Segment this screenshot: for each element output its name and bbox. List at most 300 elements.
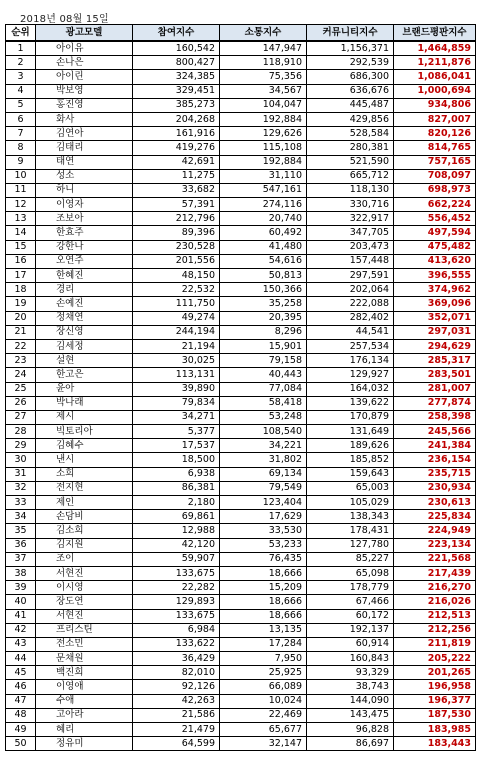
community-cell: 93,329 <box>307 666 394 680</box>
community-cell: 127,780 <box>307 538 394 552</box>
communication-cell: 54,616 <box>220 254 307 268</box>
communication-cell: 22,469 <box>220 708 307 722</box>
brand-reputation-cell: 201,265 <box>394 666 476 680</box>
model-name-cell: 전지현 <box>36 481 133 495</box>
participation-cell: 86,381 <box>133 481 220 495</box>
brand-reputation-cell: 352,071 <box>394 311 476 325</box>
table-row <box>6 198 476 212</box>
table-row <box>6 439 476 453</box>
header-row <box>6 25 476 42</box>
community-cell: 192,137 <box>307 623 394 637</box>
communication-cell: 76,435 <box>220 552 307 566</box>
brand-reputation-cell: 277,874 <box>394 396 476 410</box>
participation-cell: 2,180 <box>133 496 220 510</box>
communication-cell: 79,549 <box>220 481 307 495</box>
table-row <box>6 339 476 353</box>
rank-cell: 49 <box>6 723 36 737</box>
table-row <box>6 623 476 637</box>
community-cell: 105,029 <box>307 496 394 510</box>
participation-cell: 92,126 <box>133 680 220 694</box>
community-cell: 96,828 <box>307 723 394 737</box>
participation-cell: 133,675 <box>133 609 220 623</box>
community-cell: 143,475 <box>307 708 394 722</box>
communication-cell: 50,813 <box>220 269 307 283</box>
brand-reputation-cell: 374,962 <box>394 283 476 297</box>
model-name-cell: 프리스틴 <box>36 623 133 637</box>
participation-cell: 129,893 <box>133 595 220 609</box>
participation-cell: 160,542 <box>133 41 220 56</box>
communication-cell: 274,116 <box>220 198 307 212</box>
model-name-cell: 한혜진 <box>36 269 133 283</box>
communication-cell: 32,147 <box>220 737 307 751</box>
rank-cell: 33 <box>6 496 36 510</box>
brand-reputation-cell: 1,211,876 <box>394 56 476 70</box>
brand-reputation-cell: 413,620 <box>394 254 476 268</box>
participation-cell: 18,500 <box>133 453 220 467</box>
participation-cell: 21,479 <box>133 723 220 737</box>
table-row <box>6 396 476 410</box>
communication-cell: 33,530 <box>220 524 307 538</box>
communication-cell: 77,084 <box>220 382 307 396</box>
model-name-cell: 서현진 <box>36 609 133 623</box>
participation-cell: 800,427 <box>133 56 220 70</box>
participation-cell: 324,385 <box>133 70 220 84</box>
participation-cell: 5,377 <box>133 425 220 439</box>
brand-reputation-cell: 1,464,859 <box>394 41 476 56</box>
model-name-cell: 제시 <box>36 410 133 424</box>
communication-cell: 53,248 <box>220 410 307 424</box>
rank-cell: 17 <box>6 269 36 283</box>
participation-cell: 34,271 <box>133 410 220 424</box>
model-name-cell: 홍진영 <box>36 98 133 112</box>
rank-cell: 10 <box>6 169 36 183</box>
table-row <box>6 453 476 467</box>
community-cell: 528,584 <box>307 127 394 141</box>
header-model: 광고모델 <box>36 25 133 42</box>
model-name-cell: 김세정 <box>36 339 133 353</box>
participation-cell: 17,537 <box>133 439 220 453</box>
model-name-cell: 백진희 <box>36 666 133 680</box>
community-cell: 85,227 <box>307 552 394 566</box>
participation-cell: 69,861 <box>133 510 220 524</box>
communication-cell: 31,802 <box>220 453 307 467</box>
communication-cell: 60,492 <box>220 226 307 240</box>
rank-cell: 35 <box>6 524 36 538</box>
rank-cell: 12 <box>6 198 36 212</box>
model-name-cell: 이영애 <box>36 680 133 694</box>
communication-cell: 31,110 <box>220 169 307 183</box>
communication-cell: 129,626 <box>220 127 307 141</box>
brand-reputation-cell: 934,806 <box>394 98 476 112</box>
brand-reputation-cell: 297,031 <box>394 325 476 339</box>
community-cell: 65,098 <box>307 566 394 580</box>
community-cell: 202,064 <box>307 283 394 297</box>
rank-cell: 22 <box>6 339 36 353</box>
model-name-cell: 경리 <box>36 283 133 297</box>
brand-reputation-cell: 217,439 <box>394 566 476 580</box>
communication-cell: 18,666 <box>220 609 307 623</box>
participation-cell: 39,890 <box>133 382 220 396</box>
table-row <box>6 283 476 297</box>
table-row <box>6 510 476 524</box>
participation-cell: 161,916 <box>133 127 220 141</box>
community-cell: 178,431 <box>307 524 394 538</box>
table-row <box>6 141 476 155</box>
community-cell: 297,591 <box>307 269 394 283</box>
model-name-cell: 화사 <box>36 112 133 126</box>
community-cell: 60,172 <box>307 609 394 623</box>
rank-cell: 36 <box>6 538 36 552</box>
table-row <box>6 155 476 169</box>
table-row <box>6 524 476 538</box>
community-cell: 60,914 <box>307 637 394 651</box>
header-community: 커뮤니티지수 <box>307 25 394 42</box>
community-cell: 164,032 <box>307 382 394 396</box>
header-communication: 소통지수 <box>220 25 307 42</box>
rank-cell: 4 <box>6 84 36 98</box>
model-name-cell: 정채연 <box>36 311 133 325</box>
model-name-cell: 박나래 <box>36 396 133 410</box>
model-name-cell: 김태리 <box>36 141 133 155</box>
communication-cell: 147,947 <box>220 41 307 56</box>
table-row <box>6 269 476 283</box>
participation-cell: 89,396 <box>133 226 220 240</box>
community-cell: 282,402 <box>307 311 394 325</box>
brand-reputation-cell: 827,007 <box>394 112 476 126</box>
brand-reputation-cell: 183,985 <box>394 723 476 737</box>
participation-cell: 42,691 <box>133 155 220 169</box>
model-name-cell: 손예진 <box>36 297 133 311</box>
table-row <box>6 595 476 609</box>
participation-cell: 11,275 <box>133 169 220 183</box>
participation-cell: 419,276 <box>133 141 220 155</box>
community-cell: 686,300 <box>307 70 394 84</box>
communication-cell: 192,884 <box>220 112 307 126</box>
table-row <box>6 311 476 325</box>
table-row <box>6 680 476 694</box>
table-row <box>6 70 476 84</box>
brand-reputation-cell: 211,819 <box>394 637 476 651</box>
rank-cell: 19 <box>6 297 36 311</box>
community-cell: 185,852 <box>307 453 394 467</box>
communication-cell: 108,540 <box>220 425 307 439</box>
model-name-cell: 혜리 <box>36 723 133 737</box>
brand-reputation-cell: 281,007 <box>394 382 476 396</box>
rank-cell: 50 <box>6 737 36 751</box>
communication-cell: 75,356 <box>220 70 307 84</box>
rank-cell: 16 <box>6 254 36 268</box>
brand-reputation-cell: 236,154 <box>394 453 476 467</box>
table-row <box>6 708 476 722</box>
communication-cell: 79,158 <box>220 354 307 368</box>
brand-reputation-cell: 221,568 <box>394 552 476 566</box>
community-cell: 157,448 <box>307 254 394 268</box>
model-name-cell: 소희 <box>36 467 133 481</box>
brand-reputation-cell: 294,629 <box>394 339 476 353</box>
community-cell: 189,626 <box>307 439 394 453</box>
brand-reputation-cell: 1,086,041 <box>394 70 476 84</box>
participation-cell: 22,282 <box>133 581 220 595</box>
model-name-cell: 태연 <box>36 155 133 169</box>
rank-cell: 11 <box>6 183 36 197</box>
community-cell: 203,473 <box>307 240 394 254</box>
table-row <box>6 694 476 708</box>
participation-cell: 30,025 <box>133 354 220 368</box>
participation-cell: 6,938 <box>133 467 220 481</box>
participation-cell: 6,984 <box>133 623 220 637</box>
communication-cell: 10,024 <box>220 694 307 708</box>
table-row <box>6 183 476 197</box>
brand-reputation-cell: 230,613 <box>394 496 476 510</box>
communication-cell: 25,925 <box>220 666 307 680</box>
rank-cell: 26 <box>6 396 36 410</box>
rank-cell: 7 <box>6 127 36 141</box>
rank-cell: 23 <box>6 354 36 368</box>
rank-cell: 30 <box>6 453 36 467</box>
communication-cell: 13,135 <box>220 623 307 637</box>
participation-cell: 212,796 <box>133 212 220 226</box>
rank-cell: 46 <box>6 680 36 694</box>
brand-reputation-cell: 475,482 <box>394 240 476 254</box>
participation-cell: 230,528 <box>133 240 220 254</box>
communication-cell: 18,666 <box>220 595 307 609</box>
rank-cell: 34 <box>6 510 36 524</box>
brand-reputation-cell: 285,317 <box>394 354 476 368</box>
rank-cell: 48 <box>6 708 36 722</box>
communication-cell: 34,567 <box>220 84 307 98</box>
participation-cell: 59,907 <box>133 552 220 566</box>
table-row <box>6 325 476 339</box>
model-name-cell: 한고은 <box>36 368 133 382</box>
community-cell: 44,541 <box>307 325 394 339</box>
communication-cell: 115,108 <box>220 141 307 155</box>
community-cell: 1,156,371 <box>307 41 394 56</box>
community-cell: 67,466 <box>307 595 394 609</box>
rank-cell: 31 <box>6 467 36 481</box>
community-cell: 322,917 <box>307 212 394 226</box>
rank-cell: 5 <box>6 98 36 112</box>
rank-cell: 8 <box>6 141 36 155</box>
community-cell: 144,090 <box>307 694 394 708</box>
participation-cell: 57,391 <box>133 198 220 212</box>
participation-cell: 48,150 <box>133 269 220 283</box>
table-row <box>6 127 476 141</box>
rank-cell: 3 <box>6 70 36 84</box>
brand-reputation-cell: 235,715 <box>394 467 476 481</box>
community-cell: 159,643 <box>307 467 394 481</box>
rank-cell: 37 <box>6 552 36 566</box>
table-row <box>6 410 476 424</box>
table-row <box>6 382 476 396</box>
participation-cell: 42,263 <box>133 694 220 708</box>
communication-cell: 34,221 <box>220 439 307 453</box>
rank-cell: 2 <box>6 56 36 70</box>
model-name-cell: 손나은 <box>36 56 133 70</box>
participation-cell: 21,194 <box>133 339 220 353</box>
community-cell: 138,343 <box>307 510 394 524</box>
community-cell: 330,716 <box>307 198 394 212</box>
table-row <box>6 112 476 126</box>
rank-cell: 13 <box>6 212 36 226</box>
brand-reputation-cell: 183,443 <box>394 737 476 751</box>
brand-reputation-cell: 757,165 <box>394 155 476 169</box>
table-row <box>6 609 476 623</box>
brand-reputation-cell: 814,765 <box>394 141 476 155</box>
table-row <box>6 467 476 481</box>
communication-cell: 104,047 <box>220 98 307 112</box>
community-cell: 176,134 <box>307 354 394 368</box>
table-row <box>6 354 476 368</box>
communication-cell: 20,740 <box>220 212 307 226</box>
table-row <box>6 637 476 651</box>
communication-cell: 41,480 <box>220 240 307 254</box>
table-row <box>6 496 476 510</box>
brand-reputation-cell: 205,222 <box>394 652 476 666</box>
community-cell: 222,088 <box>307 297 394 311</box>
rank-cell: 18 <box>6 283 36 297</box>
participation-cell: 201,556 <box>133 254 220 268</box>
model-name-cell: 장도연 <box>36 595 133 609</box>
table-row <box>6 566 476 580</box>
communication-cell: 53,233 <box>220 538 307 552</box>
table-row <box>6 240 476 254</box>
rank-cell: 24 <box>6 368 36 382</box>
participation-cell: 64,599 <box>133 737 220 751</box>
brand-reputation-cell: 698,973 <box>394 183 476 197</box>
rank-cell: 42 <box>6 623 36 637</box>
model-name-cell: 성소 <box>36 169 133 183</box>
rank-cell: 15 <box>6 240 36 254</box>
participation-cell: 22,532 <box>133 283 220 297</box>
model-name-cell: 김연아 <box>36 127 133 141</box>
model-name-cell: 김혜수 <box>36 439 133 453</box>
communication-cell: 66,089 <box>220 680 307 694</box>
header-brand-reputation: 브랜드평판지수 <box>394 25 476 42</box>
communication-cell: 7,950 <box>220 652 307 666</box>
participation-cell: 21,586 <box>133 708 220 722</box>
rank-cell: 32 <box>6 481 36 495</box>
communication-cell: 547,161 <box>220 183 307 197</box>
brand-reputation-cell: 224,949 <box>394 524 476 538</box>
participation-cell: 12,988 <box>133 524 220 538</box>
community-cell: 521,590 <box>307 155 394 169</box>
community-cell: 131,649 <box>307 425 394 439</box>
model-name-cell: 손담비 <box>36 510 133 524</box>
model-name-cell: 빅토리아 <box>36 425 133 439</box>
model-name-cell: 이시영 <box>36 581 133 595</box>
community-cell: 38,743 <box>307 680 394 694</box>
model-name-cell: 조보아 <box>36 212 133 226</box>
community-cell: 129,927 <box>307 368 394 382</box>
table-row <box>6 98 476 112</box>
brand-reputation-cell: 241,384 <box>394 439 476 453</box>
table-row <box>6 481 476 495</box>
model-name-cell: 김지원 <box>36 538 133 552</box>
brand-reputation-cell: 212,256 <box>394 623 476 637</box>
model-name-cell: 이영자 <box>36 198 133 212</box>
model-name-cell: 설현 <box>36 354 133 368</box>
participation-cell: 111,750 <box>133 297 220 311</box>
table-row <box>6 538 476 552</box>
model-name-cell: 박보영 <box>36 84 133 98</box>
table-row <box>6 254 476 268</box>
rank-cell: 40 <box>6 595 36 609</box>
table-row <box>6 368 476 382</box>
rank-cell: 1 <box>6 41 36 56</box>
participation-cell: 204,268 <box>133 112 220 126</box>
rank-cell: 14 <box>6 226 36 240</box>
community-cell: 139,622 <box>307 396 394 410</box>
community-cell: 160,843 <box>307 652 394 666</box>
rank-cell: 39 <box>6 581 36 595</box>
rank-cell: 47 <box>6 694 36 708</box>
table-row <box>6 297 476 311</box>
header-participation: 참여지수 <box>133 25 220 42</box>
community-cell: 280,381 <box>307 141 394 155</box>
participation-cell: 42,120 <box>133 538 220 552</box>
table-row <box>6 581 476 595</box>
table-row <box>6 84 476 98</box>
community-cell: 636,676 <box>307 84 394 98</box>
rank-cell: 38 <box>6 566 36 580</box>
brand-reputation-cell: 1,000,694 <box>394 84 476 98</box>
rank-cell: 9 <box>6 155 36 169</box>
model-name-cell: 김소희 <box>36 524 133 538</box>
brand-reputation-cell: 216,026 <box>394 595 476 609</box>
participation-cell: 113,131 <box>133 368 220 382</box>
participation-cell: 82,010 <box>133 666 220 680</box>
participation-cell: 385,273 <box>133 98 220 112</box>
model-name-cell: 강한나 <box>36 240 133 254</box>
table-row <box>6 723 476 737</box>
community-cell: 170,879 <box>307 410 394 424</box>
model-name-cell: 장신영 <box>36 325 133 339</box>
communication-cell: 20,395 <box>220 311 307 325</box>
rank-cell: 29 <box>6 439 36 453</box>
brand-reputation-cell: 230,934 <box>394 481 476 495</box>
date-label: 2018년 08월 15일 <box>20 14 109 25</box>
communication-cell: 65,677 <box>220 723 307 737</box>
brand-reputation-cell: 225,834 <box>394 510 476 524</box>
communication-cell: 35,258 <box>220 297 307 311</box>
brand-reputation-cell: 662,224 <box>394 198 476 212</box>
community-cell: 429,856 <box>307 112 394 126</box>
rank-cell: 21 <box>6 325 36 339</box>
model-name-cell: 정유미 <box>36 737 133 751</box>
brand-reputation-cell: 216,270 <box>394 581 476 595</box>
communication-cell: 8,296 <box>220 325 307 339</box>
rank-cell: 43 <box>6 637 36 651</box>
model-name-cell: 하니 <box>36 183 133 197</box>
participation-cell: 33,682 <box>133 183 220 197</box>
communication-cell: 123,404 <box>220 496 307 510</box>
community-cell: 445,487 <box>307 98 394 112</box>
table-row <box>6 737 476 751</box>
table-row <box>6 56 476 70</box>
brand-reputation-cell: 196,377 <box>394 694 476 708</box>
rank-cell: 20 <box>6 311 36 325</box>
model-name-cell: 고아라 <box>36 708 133 722</box>
community-cell: 292,539 <box>307 56 394 70</box>
communication-cell: 150,366 <box>220 283 307 297</box>
participation-cell: 36,429 <box>133 652 220 666</box>
participation-cell: 133,675 <box>133 566 220 580</box>
header-rank: 순위 <box>6 25 36 42</box>
rank-cell: 28 <box>6 425 36 439</box>
table-row <box>6 425 476 439</box>
rank-cell: 41 <box>6 609 36 623</box>
rank-cell: 45 <box>6 666 36 680</box>
